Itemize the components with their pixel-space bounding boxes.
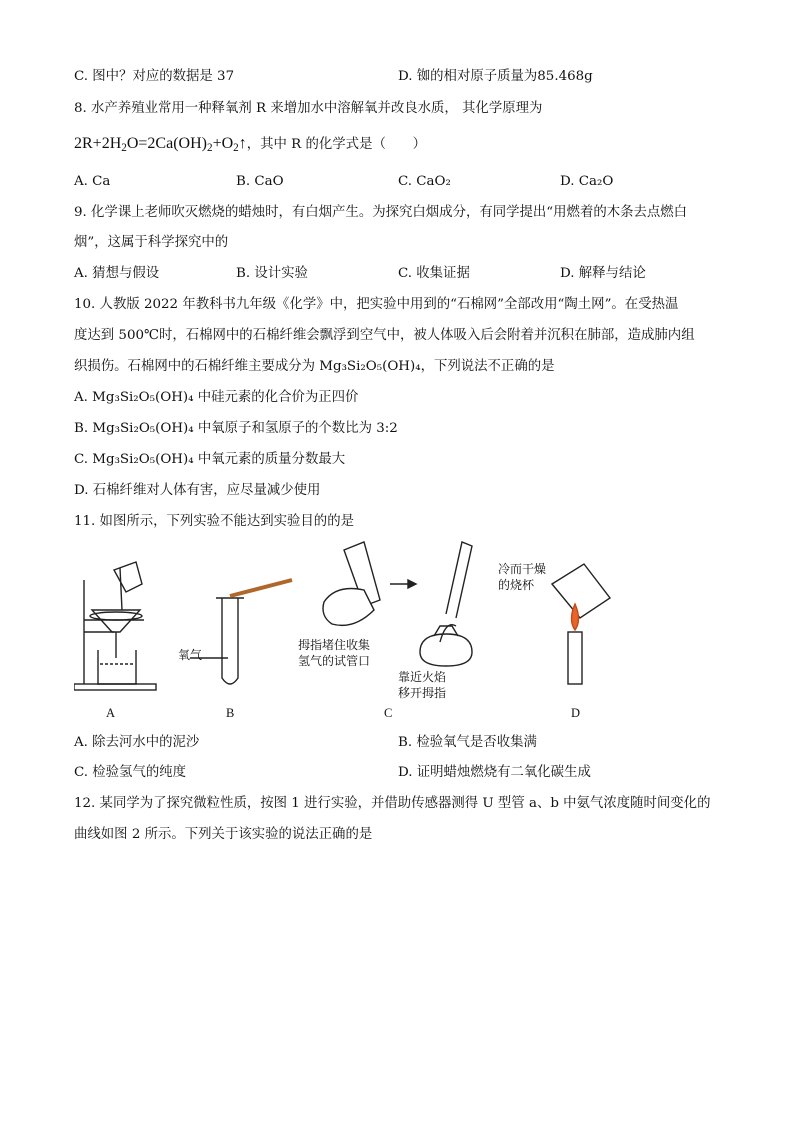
q10-stem-line1: 10. 人教版 2022 年教科书九年级《化学》中，把实验中用到的“石棉网”全部改用“陶土网”。在受热温 — [74, 297, 679, 312]
q10-option-a: A. Mg₃Si₂O₅(OH)₄ 中硅元素的化合价为正四价 — [74, 390, 359, 405]
q10-stem-line2: 度达到 500℃时，石棉网中的石棉纤维会飘浮到空气中，被人体吸入后会附着并沉积在肺部，造成肺内组 — [74, 328, 695, 343]
q10-option-b: B. Mg₃Si₂O₅(OH)₄ 中氧原子和氢原子的个数比为 3:2 — [74, 421, 398, 436]
label-thumb-line2: 氢气的试管口 — [298, 654, 371, 668]
q8-stem: 8. 水产养殖业常用一种释氧剂 R 来增加水中溶解氧并改良水质， 其化学原理为 — [74, 101, 543, 116]
q10-option-c: C. Mg₃Si₂O₅(OH)₄ 中氧元素的质量分数最大 — [74, 452, 346, 467]
eq-tail: ，其中 R 的化学式是（ ） — [246, 137, 427, 152]
filtration-apparatus-icon — [74, 562, 156, 690]
q9-stem-line1: 9. 化学课上老师吹灭燃烧的蜡烛时，有白烟产生。为探究白烟成分，有同学提出“用燃着的木条去点燃白 — [74, 205, 688, 220]
q11-option-c: C. 检验氢气的纯度 — [74, 765, 187, 780]
q8-option-c: C. CaO₂ — [398, 174, 451, 189]
q11-figure — [74, 540, 634, 725]
caption-c: C — [384, 706, 393, 720]
label-near-line2: 移开拇指 — [398, 686, 447, 700]
gas-arrow-icon: ↑ — [238, 135, 247, 152]
eq-mid: O=2Ca(OH) — [126, 135, 207, 152]
q11-option-b: B. 检验氧气是否收集满 — [398, 735, 537, 750]
caption-a: A — [106, 706, 116, 720]
q9-option-d: D. 解释与结论 — [560, 266, 646, 281]
q7-option-d: D. 铷的相对原子质量为85.468g — [398, 69, 593, 84]
eq-lhs: 2R+2H — [74, 135, 122, 152]
caption-b: B — [226, 706, 235, 720]
q9-stem-line2: 烟”，这属于科学探究中的 — [74, 235, 229, 250]
q9-option-c: C. 收集证据 — [398, 266, 470, 281]
label-near-line1: 靠近火焰 — [398, 670, 447, 684]
oxygen-test-tube-icon — [190, 580, 292, 684]
experiment-illustrations — [74, 540, 634, 725]
q9-option-a: A. 猜想与假设 — [74, 266, 160, 281]
q10-option-d: D. 石棉纤维对人体有害，应尽量减少使用 — [74, 483, 321, 498]
q8-equation: $2R+2H_2O=2Ca(OH)_2+O_2↑$，其中 R 的化学式是（ ） — [74, 135, 427, 154]
q8-option-a: A. Ca — [74, 174, 111, 189]
label-thumb-line1: 拇指堵住收集 — [298, 638, 371, 652]
q8-option-d: D. Ca₂O — [560, 174, 614, 189]
q12-stem-line2: 曲线如图 2 所示。下列关于该实验的说法正确的是 — [74, 827, 373, 842]
q11-stem: 11. 如图所示，下列实验不能达到实验目的的是 — [74, 514, 354, 529]
caption-d: D — [571, 706, 581, 720]
q12-stem-line1: 12. 某同学为了探究微粒性质，按图 1 进行实验，并借助传感器测得 U 型管 a、b 中氨气浓度随时间变化的 — [74, 796, 711, 811]
q7-option-c: C. 图中？对应的数据是 37 — [74, 69, 235, 84]
q8-option-b: B. CaO — [236, 174, 284, 189]
q11-option-a: A. 除去河水中的泥沙 — [74, 735, 200, 750]
label-beaker-line2: 的烧杯 — [498, 578, 535, 592]
eq-rhs: +O — [212, 135, 234, 152]
label-beaker-line1: 冷而干燥 — [498, 562, 547, 576]
label-oxygen: 氧气 — [178, 648, 203, 662]
q10-stem-line3: 织损伤。石棉网中的石棉纤维主要成分为 Mg₃Si₂O₅(OH)₄，下列说法不正确的是 — [74, 359, 555, 374]
candle-beaker-icon — [552, 564, 610, 684]
q11-option-d: D. 证明蜡烛燃烧有二氧化碳生成 — [398, 765, 591, 780]
q9-option-b: B. 设计实验 — [236, 266, 308, 281]
